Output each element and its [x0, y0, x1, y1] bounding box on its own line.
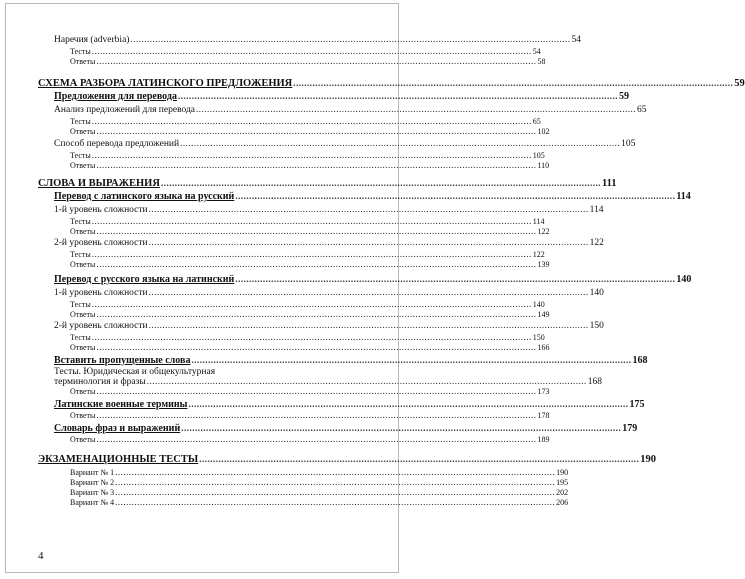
toc-entry[interactable] [70, 150, 545, 160]
toc-entry-page: 105 [532, 151, 545, 160]
toc-entry[interactable] [38, 178, 617, 190]
leader-dots: ................................................................................................................................................................ [235, 274, 676, 284]
toc-entry-page: 189 [537, 435, 550, 444]
toc-entry[interactable] [54, 237, 604, 249]
leader-dots: ................................................................................................................................................................ [96, 259, 537, 269]
toc-entry[interactable] [54, 320, 604, 332]
toc-entry[interactable] [54, 34, 581, 46]
toc-entry[interactable] [70, 56, 546, 66]
toc-entry[interactable] [70, 46, 541, 56]
leader-dots: ................................................................................................................................................................ [91, 116, 532, 126]
toc-entry-page: 139 [537, 260, 550, 269]
leader-dots: ................................................................................................................................................................ [96, 126, 537, 136]
leader-dots: ................................................................................................................................................................ [96, 434, 537, 444]
toc-entry-title: Ответы [70, 343, 96, 352]
toc-entry-title: Наречия (adverbia) [54, 35, 130, 45]
toc-entry-page: 168 [632, 355, 648, 366]
leader-dots: ................................................................................................................................................................ [115, 477, 556, 487]
toc-entry[interactable] [70, 309, 550, 319]
leader-dots: ................................................................................................................................................................ [160, 178, 601, 188]
leader-dots: ................................................................................................................................................................ [91, 46, 532, 56]
toc-entry[interactable] [38, 454, 656, 466]
toc-entry[interactable] [38, 78, 745, 90]
leader-dots: ................................................................................................................................................................ [191, 355, 632, 365]
toc-entry-page: 173 [537, 387, 550, 396]
toc-entry-page: 149 [537, 310, 550, 319]
toc-entry-page: 166 [537, 343, 550, 352]
toc-entry-page: 202 [556, 488, 569, 497]
toc-entry-page: 206 [556, 498, 569, 507]
toc-entry-page: 59 [618, 91, 629, 102]
toc-entry-page: 111 [601, 178, 617, 189]
toc-entry-page: 178 [537, 411, 550, 420]
toc-entry-page: 190 [556, 468, 569, 477]
toc-entry-title: СЛОВА И ВЫРАЖЕНИЯ [38, 178, 160, 189]
toc-entry[interactable] [70, 467, 569, 477]
toc-entry-title: Ответы [70, 310, 96, 319]
leader-dots: ................................................................................................................................................................ [199, 454, 640, 464]
toc-entry-title: Вариант № 4 [70, 498, 115, 507]
leader-dots: ................................................................................................................................................................ [293, 78, 734, 88]
toc-entry[interactable] [70, 160, 550, 170]
toc-entry[interactable] [70, 477, 569, 487]
toc-entry[interactable] [70, 259, 550, 269]
toc-entry-title: Тесты [70, 217, 91, 226]
leader-dots: ................................................................................................................................................................ [91, 216, 532, 226]
toc-entry-page: 168 [587, 377, 602, 387]
toc-entry-page: 122 [589, 238, 604, 248]
leader-dots: ................................................................................................................................................................ [177, 91, 618, 101]
toc-entry-title: Ответы [70, 161, 96, 170]
toc-entry-title: Предложения для перевода [54, 91, 177, 102]
toc-entry-title: 2-й уровень сложности [54, 321, 148, 331]
leader-dots: ................................................................................................................................................................ [96, 342, 537, 352]
toc-entry-title: 2-й уровень сложности [54, 238, 148, 248]
leader-dots: ................................................................................................................................................................ [180, 138, 621, 148]
leader-dots: ................................................................................................................................................................ [96, 386, 537, 396]
toc-entry-title: Перевод с латинского языка на русский [54, 191, 235, 202]
toc-entry-page: 140 [532, 300, 545, 309]
toc-entry[interactable] [70, 116, 541, 126]
leader-dots: ................................................................................................................................................................ [146, 376, 587, 386]
toc-entry[interactable] [70, 497, 569, 507]
toc-entry[interactable] [70, 342, 550, 352]
leader-dots: ................................................................................................................................................................ [91, 332, 532, 342]
toc-entry-title: Ответы [70, 227, 96, 236]
toc-entry[interactable] [70, 410, 550, 420]
toc-entry-title: Тесты [70, 117, 91, 126]
toc-entry-page: 150 [589, 321, 604, 331]
page-number: 4 [38, 550, 44, 562]
toc-entry-title: ЭКЗАМЕНАЦИОННЫЕ ТЕСТЫ [38, 454, 199, 465]
toc-entry-title: Латинские военные термины [54, 399, 188, 410]
toc-entry[interactable] [54, 355, 648, 366]
toc-entry-page: 190 [640, 454, 656, 465]
toc-entry-title: Ответы [70, 411, 96, 420]
toc-entry-page: 114 [532, 217, 545, 226]
toc-entry-page: 150 [532, 333, 545, 342]
leader-dots: ................................................................................................................................................................ [130, 34, 571, 44]
toc-entry-page: 122 [532, 250, 545, 259]
leader-dots: ................................................................................................................................................................ [188, 399, 629, 409]
toc-entry-page: 175 [629, 399, 645, 410]
toc-entry-title: Тесты [70, 151, 91, 160]
leader-dots: ................................................................................................................................................................ [115, 497, 556, 507]
toc-entry-page: 114 [676, 191, 691, 202]
toc-entry[interactable] [70, 434, 550, 444]
toc-entry-title: Вариант № 3 [70, 488, 115, 497]
toc-entry-page: 114 [589, 205, 604, 215]
leader-dots: ................................................................................................................................................................ [148, 204, 589, 214]
leader-dots: ................................................................................................................................................................ [91, 299, 532, 309]
toc-entry-title: Вариант № 1 [70, 468, 115, 477]
toc-entry[interactable] [70, 386, 550, 396]
toc-entry[interactable] [54, 91, 629, 102]
toc-entry-title: Ответы [70, 260, 96, 269]
leader-dots: ................................................................................................................................................................ [96, 160, 537, 170]
toc-entry[interactable] [54, 138, 636, 150]
toc-entry-title: Способ перевода предложений [54, 139, 180, 149]
toc-entry-title: Ответы [70, 127, 96, 136]
toc-entry-page: 58 [537, 57, 546, 66]
leader-dots: ................................................................................................................................................................ [91, 249, 532, 259]
toc-entry[interactable] [70, 487, 569, 497]
toc-entry-title: Ответы [70, 387, 96, 396]
toc-entry-page: 140 [676, 274, 692, 285]
leader-dots: ................................................................................................................................................................ [115, 487, 556, 497]
leader-dots: ................................................................................................................................................................ [96, 56, 537, 66]
toc-entry[interactable] [70, 299, 545, 309]
leader-dots: ................................................................................................................................................................ [181, 423, 622, 433]
toc-entry[interactable] [54, 287, 604, 299]
leader-dots: ................................................................................................................................................................ [148, 287, 589, 297]
toc-entry-page: 65 [637, 105, 647, 115]
toc-entry-title: 1-й уровень сложности [54, 205, 148, 215]
leader-dots: ................................................................................................................................................................ [148, 320, 589, 330]
toc-entry-title: Словарь фраз и выражений [54, 423, 181, 434]
toc-entry-page: 195 [556, 478, 569, 487]
toc-entry-title: Перевод с русского языка на латинский [54, 274, 235, 285]
leader-dots: ................................................................................................................................................................ [96, 226, 537, 236]
toc-entry-title: Тесты [70, 250, 91, 259]
toc-entry-page: 179 [622, 423, 638, 434]
leader-dots: ................................................................................................................................................................ [196, 104, 637, 114]
leader-dots: ................................................................................................................................................................ [235, 191, 676, 201]
toc-entry-page: 102 [537, 127, 550, 136]
leader-dots: ................................................................................................................................................................ [96, 410, 537, 420]
toc-entry-page: 65 [532, 117, 541, 126]
toc-entry[interactable] [70, 216, 545, 226]
toc-entry-page: 122 [537, 227, 550, 236]
toc-entry-title: СХЕМА РАЗБОРА ЛАТИНСКОГО ПРЕДЛОЖЕНИЯ [38, 78, 293, 89]
toc-entry[interactable] [70, 126, 550, 136]
toc-entry[interactable] [54, 104, 647, 116]
toc-entry[interactable] [54, 274, 692, 285]
toc-entry-page: 54 [532, 47, 541, 56]
toc-entry-title: Ответы [70, 57, 96, 66]
toc-entry[interactable] [54, 191, 691, 202]
toc-entry-title: 1-й уровень сложности [54, 288, 148, 298]
toc-entry-title: терминология и фразы [54, 377, 146, 387]
toc-entry-title: Вставить пропущенные слова [54, 355, 191, 366]
toc-entry[interactable] [54, 423, 638, 434]
toc-entry-page: 105 [621, 139, 636, 149]
toc-entry-title: Ответы [70, 435, 96, 444]
leader-dots: ................................................................................................................................................................ [96, 309, 537, 319]
leader-dots: ................................................................................................................................................................ [91, 150, 532, 160]
leader-dots: ................................................................................................................................................................ [148, 237, 589, 247]
toc-entry-title: Тесты [70, 47, 91, 56]
toc-entry[interactable] [54, 399, 645, 410]
toc-entry-page: 54 [571, 35, 581, 45]
toc-entry-title: Тесты [70, 300, 91, 309]
toc-entry[interactable] [70, 226, 550, 236]
toc-entry-title: Тесты. Юридическая и общекультурная [54, 367, 216, 377]
toc-entry[interactable] [70, 249, 545, 259]
toc-entry-page: 59 [734, 78, 745, 89]
leader-dots: ................................................................................................................................................................ [115, 467, 556, 477]
toc-entry-page: 110 [537, 161, 550, 170]
toc-entry-page: 140 [589, 288, 604, 298]
toc-entry-title: Анализ предложений для перевода [54, 105, 196, 115]
toc-entry-title: Тесты [70, 333, 91, 342]
toc-entry[interactable] [70, 332, 545, 342]
toc-entry-title: Вариант № 2 [70, 478, 115, 487]
toc-entry[interactable] [54, 204, 604, 216]
